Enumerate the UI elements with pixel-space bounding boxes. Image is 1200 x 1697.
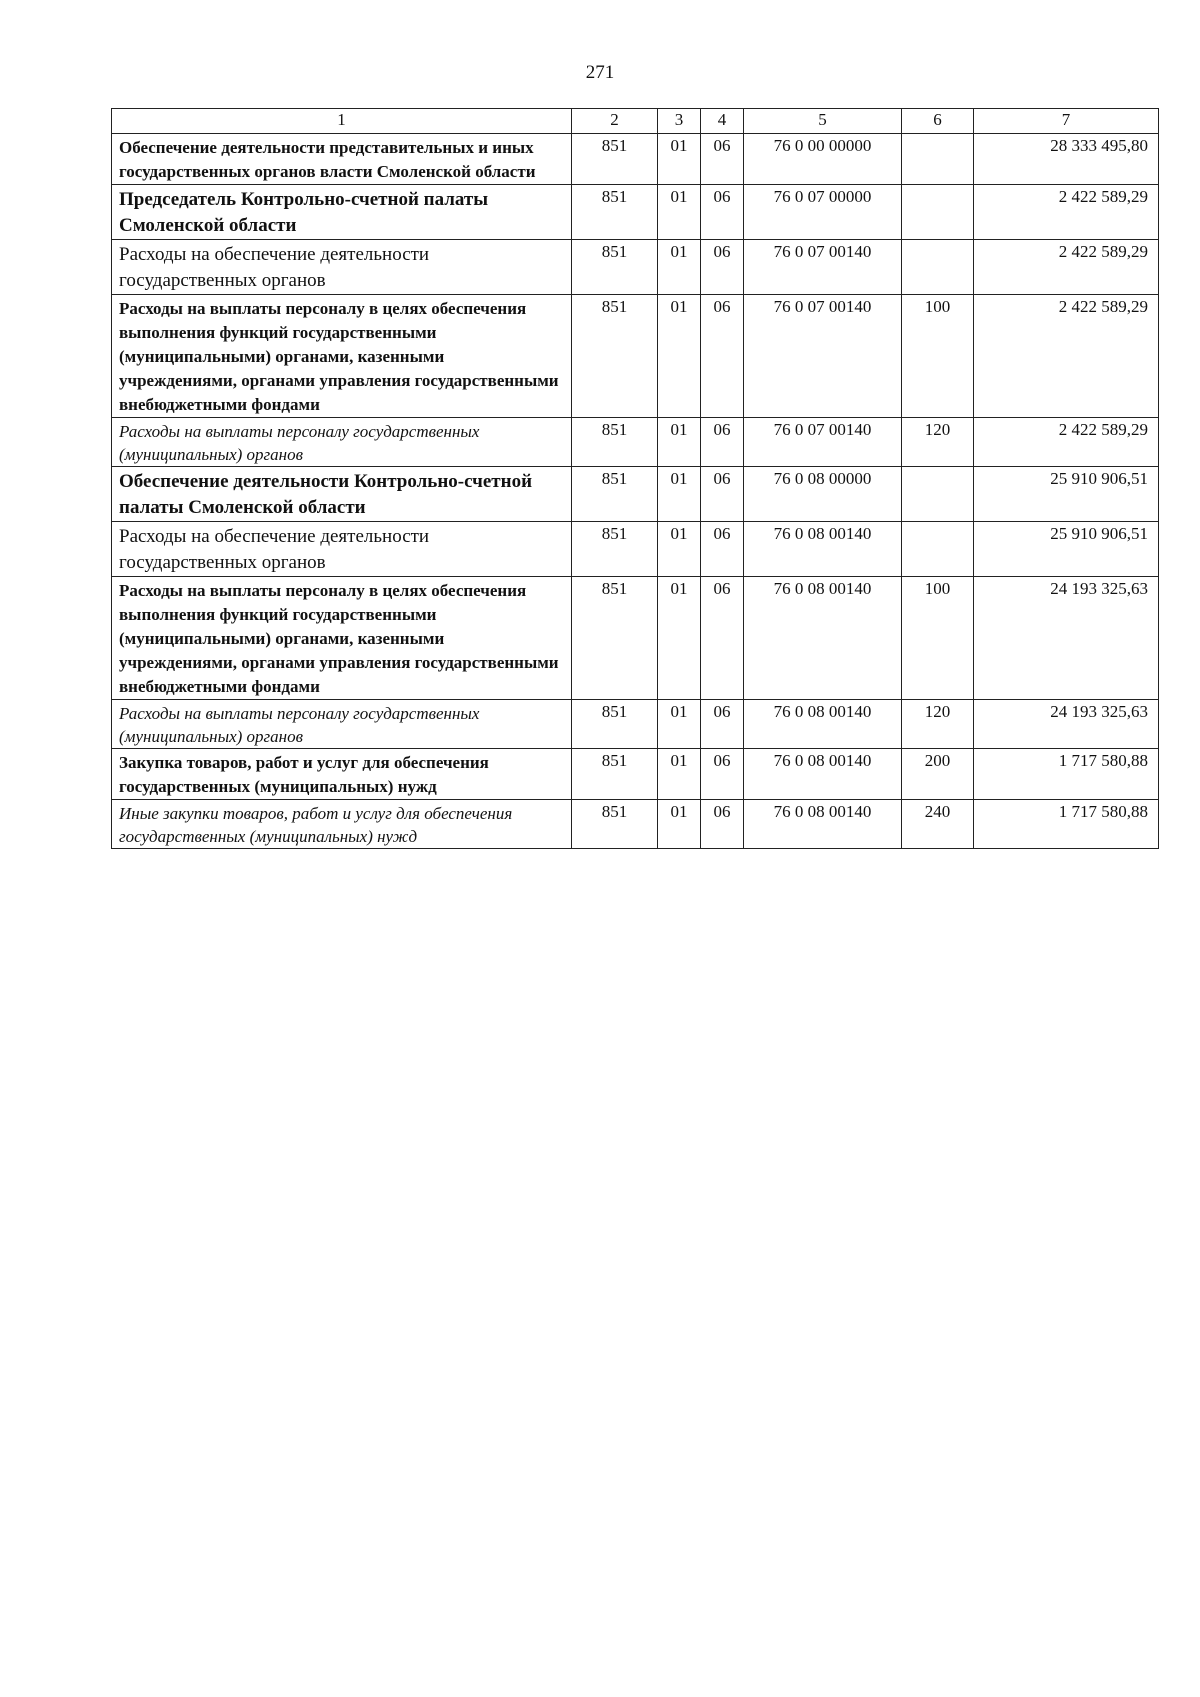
row-col-2: 851 [572,295,658,418]
table-row [112,467,1159,522]
row-col-7: 28 333 495,80 [974,134,1159,185]
row-col-3: 01 [658,800,701,849]
row-col-3: 01 [658,185,701,240]
row-col-7: 24 193 325,63 [974,700,1159,749]
row-col-5: 76 0 00 00000 [744,134,902,185]
row-name: Обеспечение деятельности Контрольно-счетной палаты Смоленской области [112,467,572,522]
row-name: Расходы на выплаты персоналу государственных (муниципальных) органов [112,418,572,467]
row-col-4: 06 [701,185,744,240]
row-col-6: 240 [902,800,974,849]
row-name: Закупка товаров, работ и услуг для обеспечения государственных (муниципальных) нужд [112,749,572,800]
row-col-3: 01 [658,418,701,467]
row-col-5: 76 0 08 00140 [744,522,902,577]
row-col-7: 2 422 589,29 [974,418,1159,467]
table-row [112,522,1159,577]
row-name: Председатель Контрольно-счетной палаты Смоленской области [112,185,572,240]
row-col-4: 06 [701,418,744,467]
row-col-3: 01 [658,295,701,418]
row-col-4: 06 [701,295,744,418]
row-col-2: 851 [572,418,658,467]
row-name: Расходы на выплаты персоналу государственных (муниципальных) органов [112,700,572,749]
row-col-2: 851 [572,467,658,522]
row-col-4: 06 [701,522,744,577]
row-col-2: 851 [572,749,658,800]
row-col-6: 100 [902,295,974,418]
table-row [112,700,1159,749]
row-col-3: 01 [658,240,701,295]
row-col-6 [902,467,974,522]
row-col-4: 06 [701,800,744,849]
row-col-4: 06 [701,467,744,522]
header-col-2: 2 [572,109,658,134]
table-row [112,577,1159,700]
row-name: Расходы на выплаты персоналу в целях обеспечения выполнения функций государственными (муниципальными) органами, казенными учреждениями, органами управления государственными внебюджетными фондами [112,295,572,418]
table-row [112,800,1159,849]
row-col-6: 200 [902,749,974,800]
row-col-6: 100 [902,577,974,700]
row-col-5: 76 0 08 00140 [744,800,902,849]
row-col-7: 1 717 580,88 [974,749,1159,800]
row-name: Расходы на обеспечение деятельности государственных органов [112,240,572,295]
header-col-6: 6 [902,109,974,134]
row-col-7: 2 422 589,29 [974,295,1159,418]
row-col-3: 01 [658,134,701,185]
row-col-4: 06 [701,134,744,185]
row-col-3: 01 [658,577,701,700]
table-row [112,240,1159,295]
header-col-4: 4 [701,109,744,134]
row-col-6: 120 [902,418,974,467]
budget-table [111,108,1159,849]
header-col-7: 7 [974,109,1159,134]
header-col-1: 1 [112,109,572,134]
row-col-2: 851 [572,577,658,700]
row-col-6: 120 [902,700,974,749]
row-col-2: 851 [572,522,658,577]
header-row [112,109,1159,134]
row-col-7: 1 717 580,88 [974,800,1159,849]
row-name: Иные закупки товаров, работ и услуг для обеспечения государственных (муниципальных) нужд [112,800,572,849]
row-col-4: 06 [701,577,744,700]
row-col-6 [902,134,974,185]
row-col-5: 76 0 07 00140 [744,295,902,418]
row-col-5: 76 0 08 00140 [744,749,902,800]
row-col-5: 76 0 07 00140 [744,240,902,295]
row-col-5: 76 0 07 00140 [744,418,902,467]
row-col-7: 24 193 325,63 [974,577,1159,700]
row-col-7: 25 910 906,51 [974,522,1159,577]
row-name: Обеспечение деятельности представительных и иных государственных органов власти Смоленской области [112,134,572,185]
row-col-5: 76 0 08 00000 [744,467,902,522]
row-col-6 [902,522,974,577]
row-col-5: 76 0 08 00140 [744,700,902,749]
row-col-4: 06 [701,240,744,295]
table-row [112,749,1159,800]
row-col-3: 01 [658,467,701,522]
row-col-2: 851 [572,185,658,240]
row-col-5: 76 0 08 00140 [744,577,902,700]
row-col-7: 2 422 589,29 [974,240,1159,295]
row-col-4: 06 [701,749,744,800]
row-col-6 [902,240,974,295]
row-col-3: 01 [658,522,701,577]
row-name: Расходы на выплаты персоналу в целях обеспечения выполнения функций государственными (муниципальными) органами, казенными учреждениями, органами управления государственными внебюджетными фондами [112,577,572,700]
table-row [112,418,1159,467]
page-number: 271 [585,62,615,83]
row-col-2: 851 [572,800,658,849]
table-row [112,295,1159,418]
row-col-7: 2 422 589,29 [974,185,1159,240]
row-col-2: 851 [572,134,658,185]
row-col-4: 06 [701,700,744,749]
table-row [112,134,1159,185]
row-col-3: 01 [658,700,701,749]
row-col-5: 76 0 07 00000 [744,185,902,240]
header-col-3: 3 [658,109,701,134]
row-col-6 [902,185,974,240]
row-col-3: 01 [658,749,701,800]
row-col-2: 851 [572,240,658,295]
row-name: Расходы на обеспечение деятельности государственных органов [112,522,572,577]
table-row [112,185,1159,240]
header-col-5: 5 [744,109,902,134]
row-col-7: 25 910 906,51 [974,467,1159,522]
row-col-2: 851 [572,700,658,749]
